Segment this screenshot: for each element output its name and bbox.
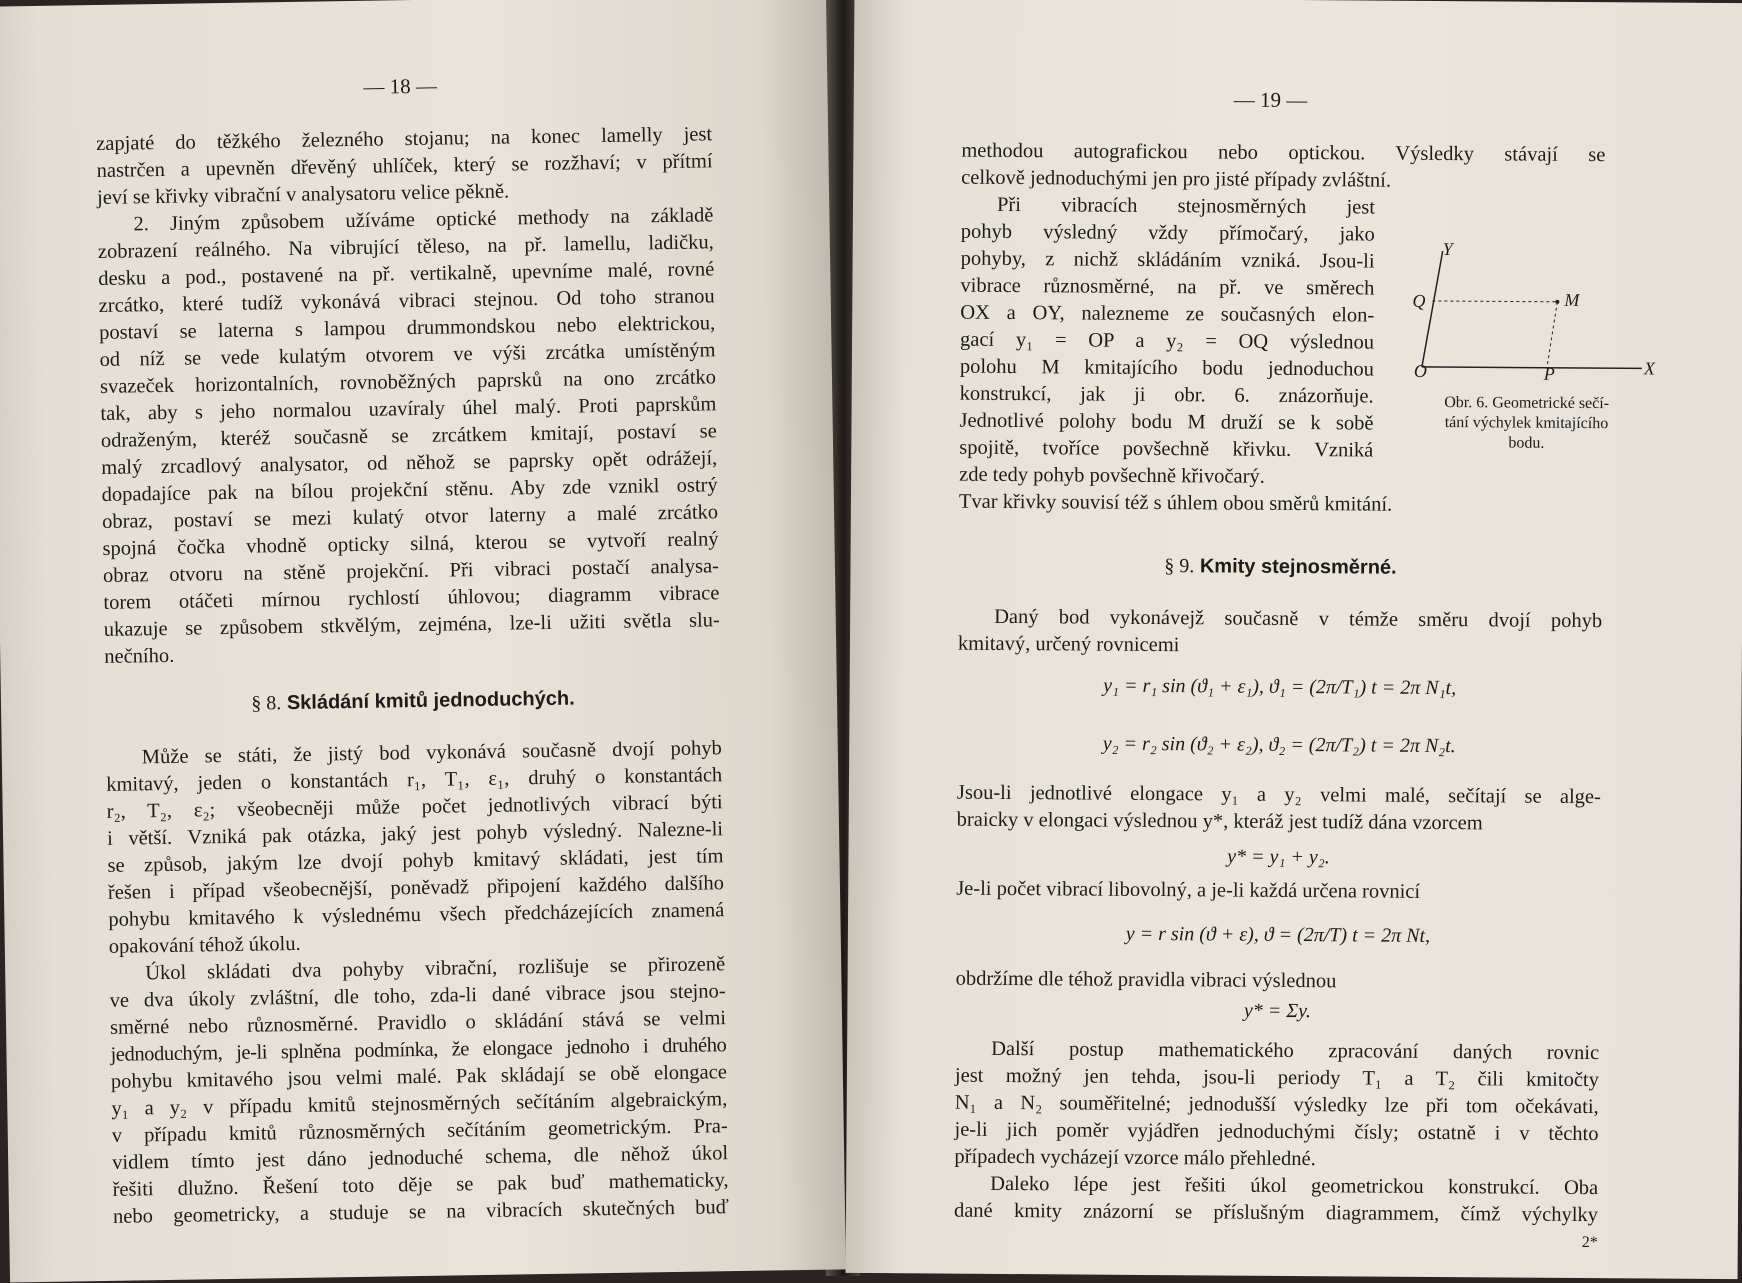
text-line: dané kmity znázorní se příslušným diagrammem, čímž výchylky [953, 1199, 1599, 1227]
text-line: v případu kmitů různosměrných sečítáním geometrickým. Pra- [111, 1115, 728, 1147]
text-line: pohybu kmitavého jsou velmi malé. Pak skládají se obě elongace [110, 1061, 728, 1093]
label-q: Q [1412, 290, 1426, 311]
page-number-19: — 19 — [1233, 87, 1308, 113]
text-line: ukazuje se způsobem stkvělým, zejména, lze-li užiti světla slu- [103, 609, 720, 641]
text-line: spojná čočka vhodně opticky silná, kterou se vytvoří realný [102, 528, 719, 560]
text-line: obraz, postaví se mezi kulatý otvor laterny a malé zrcátko [101, 501, 719, 533]
equation-2: y₂ = r₂ sin (ϑ₂ + ε₂), ϑ₂ = (2π/T₂) t = 2π N₂t. [1102, 732, 1456, 758]
text-line: Jednotlivé polohy bodu M druží se k sobě [959, 409, 1374, 435]
text-line: se způsob, jakým lze dvojí pohyb kmitavý skládati, jest tím [107, 845, 724, 877]
left-page [0, 0, 846, 1282]
text-line: je-li jich poměr vyjádřen jednoduchými čísly; ostatně i v těchto [954, 1118, 1599, 1146]
text-line: pohyb výsledný vždy přímočarý, jako [960, 220, 1375, 246]
text-line: od níž se vede kulatým otvorem ve výši zrcátka umístěným [99, 339, 716, 371]
text-line: tak, aby s jeho normalou uzavíraly úhel malý. Proti paprskům [100, 393, 717, 425]
equation-4: y = r sin (ϑ + ε), ϑ = (2π/T) t = 2π Nt, [1125, 922, 1431, 947]
text-line: Může se státi, že jistý bod vykonává současně dvojí pohyb [141, 737, 722, 769]
text-line: celkově jednoduchými jen pro jisté případy zvláštní. [961, 166, 1392, 192]
text-line: vibrace různosměrné, na př. ve směrech [960, 274, 1375, 300]
text-line: vidlem tímto jest dáno jednoduché schema, dle něhož úkol [112, 1142, 729, 1174]
text-line: Tvar křivky souvisí též s úhlem obou směrů kmitání. [958, 490, 1393, 516]
text-line: jest možný jen tehda, jsou-li periody T₁ a T₂ čili kmitočty [954, 1064, 1599, 1092]
text-line: r₂, T₂, ε₂; všeobecněji může počet jednotlivých vibrací býti [106, 791, 723, 823]
text-line: methodou autografickou nebo optickou. Výsledky stávají se [961, 139, 1606, 167]
text-line: nastrčen a upevněn dřevěný uhlíček, který se rozžhaví; v přítmí [96, 150, 713, 182]
caption-line: tání výchylek kmitajícího [1444, 414, 1609, 433]
text-line: nečního. [104, 644, 175, 668]
text-line: postaví se laterna s lampou drummondskou nebo elektrickou, [98, 312, 716, 344]
text-line: jednoduchým, je-li splněna podmínka, že elongace jednoho i druhého [110, 1034, 727, 1066]
text-line: braicky v elongaci výslednou y*, kteráž jest tudíž dána vzorcem [956, 808, 1483, 835]
text-line: spojitě, tvoříce povšechně křivku. Vzniká [959, 436, 1374, 462]
section-title: Skládání kmitů jednoduchých. [286, 687, 575, 715]
text-line: malý zrcadlový analysator, od něhož se paprsky opět odrážejí, [101, 447, 718, 479]
text-line: i větší. Vzniká pak otázka, jaký jest pohyb výsledný. Nalezne-li [106, 818, 724, 850]
label-y: Y [1442, 239, 1453, 260]
text-line: torem otáčeti mírnou rychlostí úhlovou; diagramm vibrace [103, 582, 720, 614]
text-line: y₁ a y₂ v případu kmitů stejnosměrných sečítáním algebraickým, [111, 1088, 728, 1120]
text-line: nebo geometricky, a studuje se na vibracích skutečných buď [112, 1196, 730, 1228]
text-line: ve dva úkoly zvláštní, dle toho, zda-li dané vibrace jsou stejno- [109, 980, 726, 1012]
caption-line: Obr. 6. Geometrické sečí- [1444, 394, 1610, 413]
text-line: kmitavý, jeden o konstantách r₁, T₁, ε₁, druhý o konstantách [106, 764, 723, 796]
text-line: gací y₁ = OP a y₂ = OQ výslednou [959, 328, 1375, 354]
label-p: P [1543, 363, 1555, 384]
text-line: konstrukcí, jak ji obr. 6. znázorňuje. [959, 382, 1374, 408]
text-line: pohybu kmitavého k výslednému všech předcházejících znamená [108, 899, 725, 931]
label-x: X [1643, 358, 1655, 379]
qm-dashed-line [1432, 301, 1557, 302]
text-line: zrcátko, které tudíž vykonává vibraci stejnou. Od toho stranou [98, 285, 715, 317]
text-line: Při vibracích stejnosměrných jest [996, 193, 1376, 219]
equation-5: y* = Σy. [1243, 999, 1311, 1023]
equation-1: y₁ = r₁ sin (ϑ₁ + ε₁), ϑ₁ = (2π/T₁) t = 2π N₁t, [1103, 674, 1457, 700]
page-number-18: — 18 — [363, 73, 438, 99]
text-line: Je-li počet vibrací libovolný, a je-li každá určena rovnicí [956, 877, 1421, 903]
section-number: § 8. [251, 692, 282, 715]
text-line: zobrazení reálného. Na vibrující těleso, na př. lamellu, ladičku, [97, 231, 714, 263]
text-line: Další postup mathematického zpracování daných rovnic [991, 1037, 1600, 1065]
text-line: opakování téhož úkolu. [108, 932, 301, 958]
text-line: zde tedy pohyb povšechně křivočarý. [959, 463, 1265, 488]
text-line: polohu M kmitajícího bodu jednoduchou [959, 355, 1374, 381]
text-line: pohyby, z nichž skládáním vzniká. Jsou-li [960, 247, 1375, 273]
section-number: § 9. [1164, 555, 1195, 578]
text-line: případech vycházejí vzorce málo přehledné. [954, 1145, 1316, 1171]
printer-signature-mark: 2* [1581, 1234, 1598, 1252]
label-o: O [1413, 360, 1427, 381]
text-line: OX a OY, nalezneme ze současných elon- [960, 301, 1375, 327]
section-heading-9 [958, 554, 1602, 581]
text-line: dopadajíce pak na bílou projekční stěnu. Aby zde vznikl ostrý [101, 474, 718, 506]
text-line: obraz otvoru na stěně projekční. Při vibraci postačí analysa- [102, 555, 720, 587]
text-line: zapjaté do těžkého železného stojanu; na konec lamelly jest [96, 123, 713, 155]
text-line: jeví se křivky vibrační v analysatoru velice pěkně. [96, 180, 510, 209]
text-line: směrné nebo různosměrné. Pravidlo o skládání stává se velmi [109, 1007, 727, 1039]
text-line: Úkol skládati dva pohyby vibrační, rozlišuje se přirozeně [145, 953, 726, 985]
text-line: obdržíme dle téhož pravidla vibraci výslednou [955, 967, 1337, 993]
mp-dashed-line [1547, 302, 1557, 368]
text-line: kmitavý, určený rovnicemi [957, 632, 1180, 657]
caption-line: bodu. [1508, 434, 1545, 452]
right-page [846, 0, 1742, 1279]
text-line: řešiti dlužno. Řešení toto děje se pak buď mathematicky, [112, 1169, 729, 1201]
text-line: Jsou-li jednotlivé elongace y₁ a y₂ velmi malé, sečítají se alge- [956, 781, 1601, 809]
text-line: desku a pod., postavené na př. vertikalně, upevníme malé, rovné [98, 258, 715, 290]
text-line: řešen i případ všeobecnější, poněvadž připojení každého dalšího [107, 872, 725, 904]
text-line: Daný bod vykonávejž současně v témže směru dvojí pohyb [994, 605, 1603, 633]
figure-6-caption [1391, 393, 1661, 455]
section-title: Kmity stejnosměrné. [1199, 555, 1397, 579]
text-line: Daleko lépe jest řešiti úkol geometrickou konstrukcí. Oba [990, 1172, 1599, 1200]
figure-6-diagram [1392, 237, 1673, 419]
text-line: svazeček horizontalních, rovnoběžných paprsků na ono zrcátko [99, 366, 717, 398]
text-line: N₁ a N₂ souměřitelné; jednodušší výsledky lze při tom očekávati, [954, 1091, 1599, 1119]
point-m-dot [1555, 300, 1559, 304]
text-line: odraženým, kteréž současně se zrcátkem kmitají, postaví se [100, 420, 717, 452]
section-heading-8 [105, 685, 721, 718]
label-m: M [1564, 289, 1580, 310]
equation-3: y* = y₁ + y₂. [1227, 845, 1330, 869]
text-line: 2. Jiným způsobem užíváme optické methody na základě [133, 204, 714, 236]
x-axis-line [1422, 367, 1642, 369]
